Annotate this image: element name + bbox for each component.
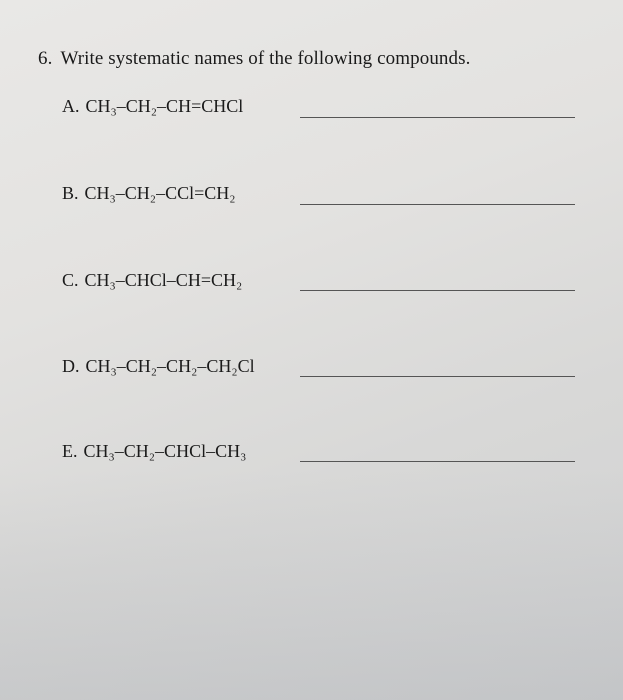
compound-formula: CH₃–CHCl–CH=CH₂	[84, 270, 243, 290]
item-letter: D.	[62, 356, 80, 376]
compound-item-d	[62, 356, 255, 382]
answer-line-b[interactable]	[300, 204, 575, 205]
answer-line-d[interactable]	[300, 376, 575, 377]
answer-line-a[interactable]	[300, 117, 575, 118]
item-letter: E.	[62, 441, 78, 461]
photo-shadow	[0, 470, 623, 700]
compound-formula: CH₃–CH₂–CHCl–CH₃	[83, 441, 247, 461]
compound-item-b	[62, 183, 236, 209]
answer-line-e[interactable]	[300, 461, 575, 462]
item-letter: A.	[62, 96, 80, 116]
compound-formula: CH₃–CH₂–CH₂–CH₂Cl	[85, 356, 255, 376]
question-text: Write systematic names of the following compounds.	[60, 48, 471, 69]
compound-item-e	[62, 441, 246, 467]
compound-formula: CH₃–CH₂–CH=CHCl	[85, 96, 244, 116]
question-number: 6.	[38, 48, 53, 69]
question-heading	[38, 48, 470, 70]
compound-item-a	[62, 96, 243, 122]
compound-item-c	[62, 270, 242, 296]
answer-line-c[interactable]	[300, 290, 575, 291]
item-letter: C.	[62, 270, 79, 290]
item-letter: B.	[62, 183, 79, 203]
compound-formula: CH₃–CH₂–CCl=CH₂	[84, 183, 236, 203]
